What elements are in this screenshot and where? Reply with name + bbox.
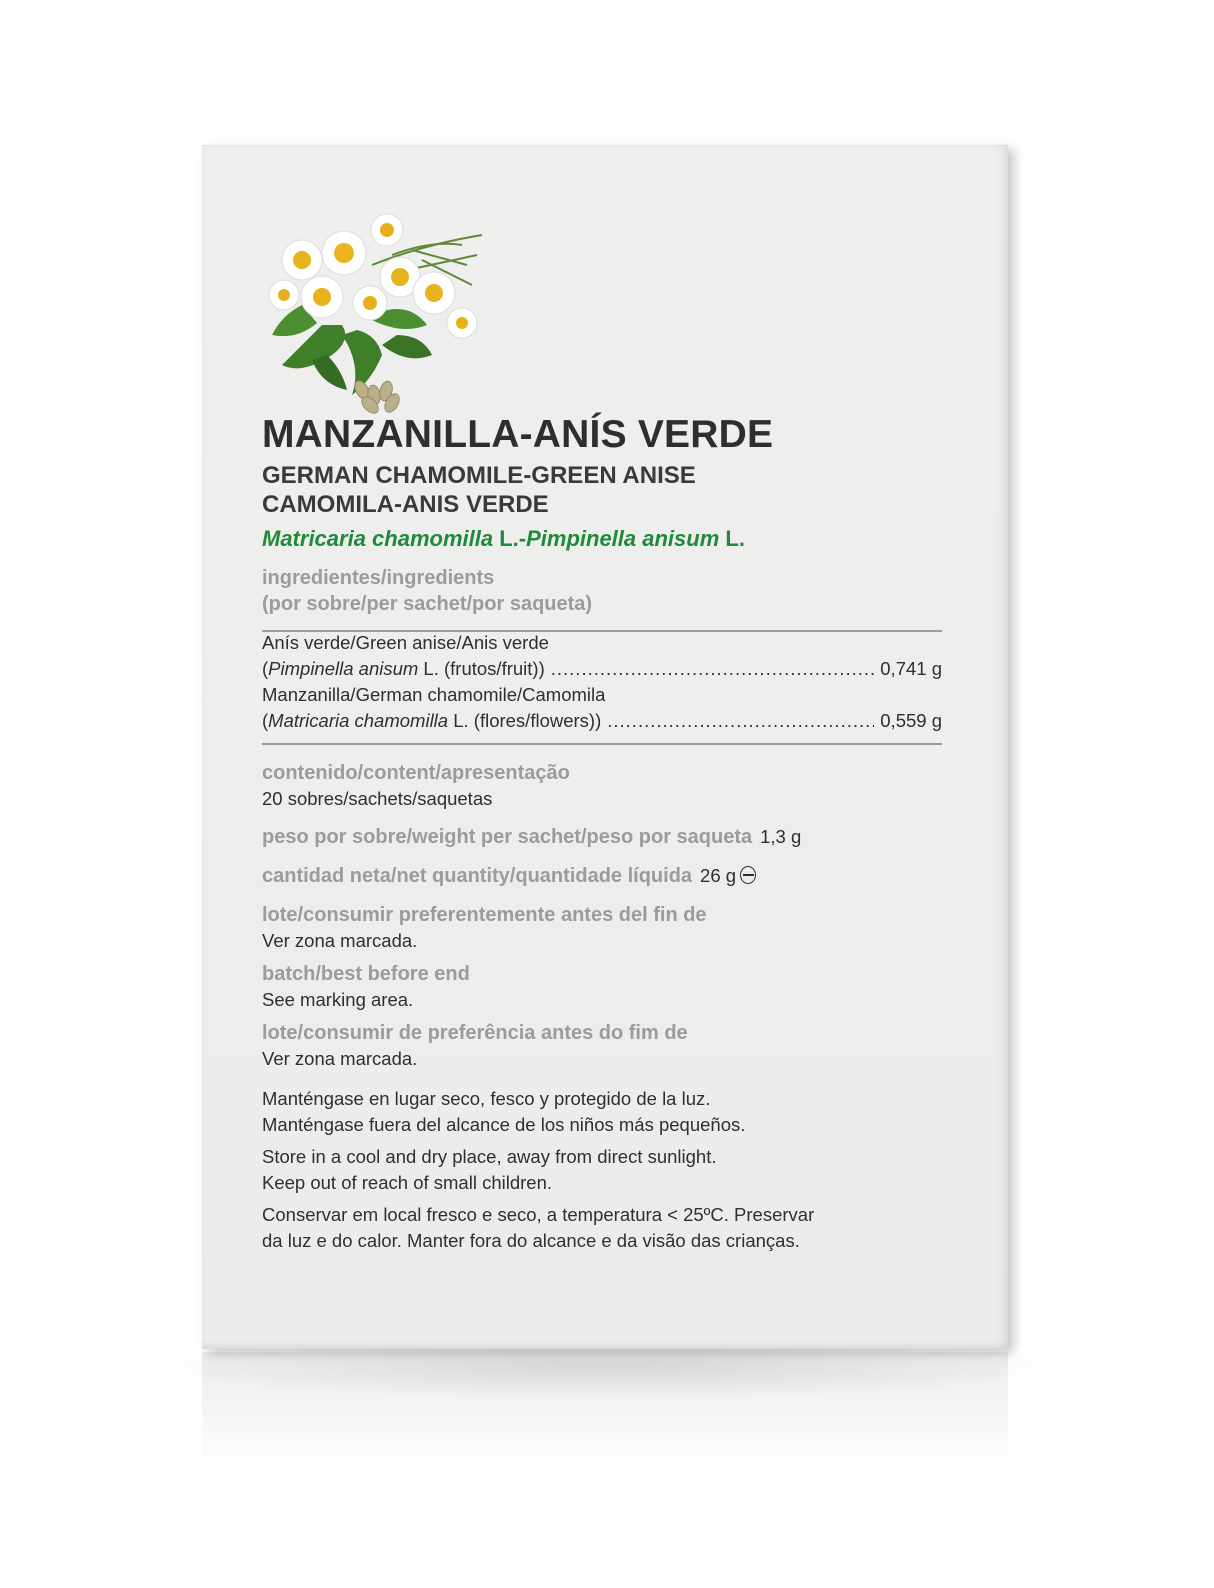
ingredient-1-name: Anís verde/Green anise/Anis verde: [262, 632, 549, 653]
leader-dots: [607, 710, 874, 732]
batch-label-pt: lote/consumir de preferência antes do fim de: [262, 1022, 688, 1044]
ingredients-label: ingredientes/ingredients: [262, 567, 495, 589]
net-quantity-value: 26 g: [700, 865, 737, 886]
weight-value: 1,3 g: [760, 826, 802, 847]
batch-value-en: See marking area.: [262, 989, 414, 1010]
net-quantity-line: [262, 865, 756, 888]
ingredient-2-value: 0,559 g: [880, 710, 942, 731]
content-label: contenido/content/apresentação: [262, 762, 570, 784]
leader-dots: [551, 658, 875, 680]
latin-name: Matricaria chamomilla L.-Pimpinella anisum L.: [262, 526, 745, 551]
batch-label-en: batch/best before end: [262, 963, 470, 985]
weight-label: peso por sobre/weight per sachet/peso por saqueta: [262, 826, 753, 848]
ingredient-1-value: 0,741 g: [880, 658, 942, 679]
product-title: MANZANILLA-ANÍS VERDE: [262, 413, 774, 456]
ingredient-2-name: Manzanilla/German chamomile/Camomila: [262, 684, 606, 705]
weight-line: [262, 826, 801, 849]
storage-es-line2: Manténgase fuera del alcance de los niños más pequeños.: [262, 1114, 746, 1135]
storage-en-line2: Keep out of reach of small children.: [262, 1172, 552, 1193]
product-subtitle-en: GERMAN CHAMOMILE-GREEN ANISE: [262, 462, 696, 489]
ingredient-2-row: (Matricaria chamomilla L. (flores/flowers)) ..... 0,559 g: [262, 710, 942, 732]
storage-pt-line2: da luz e do calor. Manter fora do alcance e da visão das crianças.: [262, 1230, 800, 1251]
ingredients-sublabel: (por sobre/per sachet/por saqueta): [262, 593, 593, 615]
content-value: 20 sobres/sachets/saquetas: [262, 788, 493, 809]
chamomile-anise-illustration: [262, 205, 494, 420]
batch-label-es: lote/consumir preferentemente antes del fin de: [262, 904, 707, 926]
box-reflection: [202, 1352, 1008, 1472]
batch-value-pt: Ver zona marcada.: [262, 1048, 418, 1069]
storage-es-line1: Manténgase en lugar seco, fesco y protegido de la luz.: [262, 1088, 711, 1109]
divider-bottom: [262, 743, 942, 745]
product-subtitle-pt: CAMOMILA-ANIS VERDE: [262, 491, 549, 518]
estimated-e-mark-icon: [740, 866, 756, 884]
net-quantity-label: cantidad neta/net quantity/quantidade líquida: [262, 865, 693, 887]
storage-en-line1: Store in a cool and dry place, away from direct sunlight.: [262, 1146, 717, 1167]
batch-value-es: Ver zona marcada.: [262, 930, 418, 951]
ingredient-1-row: (Pimpinella anisum L. (frutos/fruit)) ..... 0,741 g: [262, 658, 942, 680]
storage-pt-line1: Conservar em local fresco e seco, a temperatura < 25ºC. Preservar: [262, 1204, 815, 1225]
